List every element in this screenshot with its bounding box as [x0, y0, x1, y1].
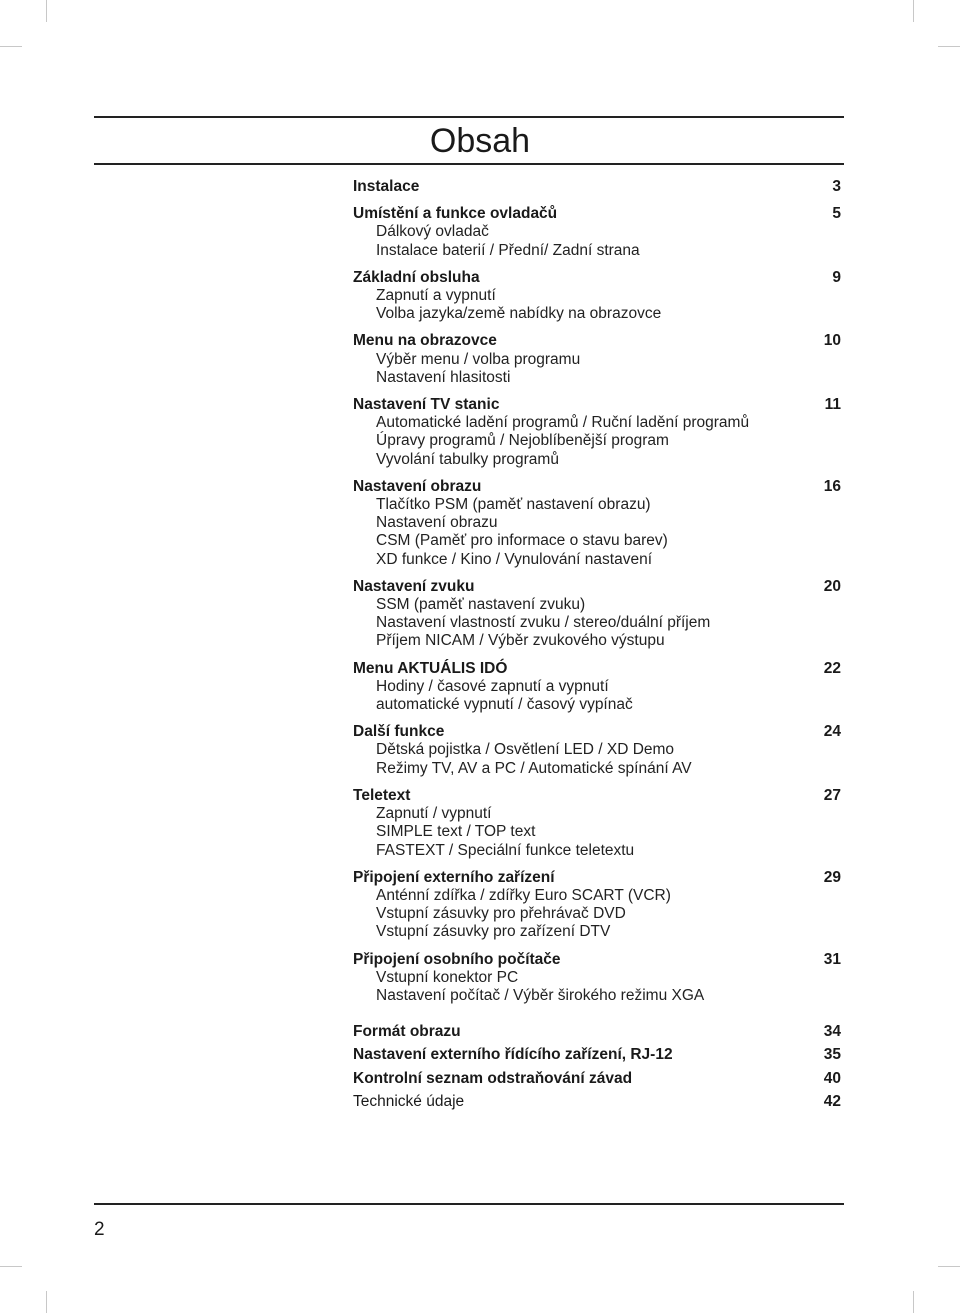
toc-entry-page: 5 — [832, 205, 841, 223]
top-divider — [94, 116, 844, 118]
footer-divider — [94, 1203, 844, 1205]
toc-entry-page: 27 — [823, 786, 841, 804]
toc-subentry: SSM (paměť nastavení zvuku) — [376, 596, 586, 614]
toc-entry-title: Připojení osobního počítače — [353, 950, 561, 968]
toc-entry-page: 16 — [823, 477, 841, 495]
toc-entry-title: Technické údaje — [353, 1092, 465, 1110]
toc-entry-title: Nastavení TV stanic — [353, 396, 500, 414]
toc-entry-title: Nastavení zvuku — [353, 577, 475, 595]
toc-entry[interactable] — [353, 1070, 841, 1088]
toc-entry-page: 10 — [823, 332, 841, 350]
toc-entry[interactable] — [353, 951, 841, 969]
toc-subentry: Vstupní zásuvky pro přehrávač DVD — [376, 905, 626, 923]
toc-entry[interactable] — [353, 723, 841, 741]
toc-entry-page: 29 — [823, 868, 841, 886]
toc-section — [353, 1046, 841, 1064]
toc-section — [353, 205, 841, 260]
toc-subentry: Anténní zdířka / zdířky Euro SCART (VCR) — [376, 886, 671, 904]
toc-section — [353, 1093, 841, 1111]
toc-section — [353, 332, 841, 387]
toc-entry-page: 42 — [823, 1092, 841, 1110]
toc-entry-page: 35 — [823, 1046, 841, 1064]
toc-subentry: Automatické ladění programů / Ruční ladění programů — [376, 414, 750, 432]
toc-section — [353, 1070, 841, 1088]
toc-subentry: FASTEXT / Speciální funkce teletextu — [376, 841, 635, 859]
toc-entry-page: 9 — [832, 268, 841, 286]
toc-entry[interactable] — [353, 396, 841, 414]
toc-entry[interactable] — [353, 1093, 841, 1111]
toc-entry[interactable] — [353, 205, 841, 223]
page-title: Obsah — [429, 122, 531, 160]
toc-subentry: automatické vypnutí / časový vypínač — [376, 696, 633, 714]
crop-mark — [46, 0, 47, 22]
toc-entry-title: Kontrolní seznam odstraňování závad — [353, 1069, 633, 1087]
toc-subentry: Příjem NICAM / Výběr zvukového výstupu — [376, 632, 665, 650]
toc-subentry: Hodiny / časové zapnutí a vypnutí — [376, 677, 609, 695]
toc-entry-title: Menu AKTUÁLIS IDÓ — [353, 659, 508, 677]
toc-entry[interactable] — [353, 578, 841, 596]
crop-mark — [0, 46, 22, 47]
toc-entry-page: 20 — [823, 577, 841, 595]
toc-subentry: Nastavení počítač / Výběr širokého režimu XGA — [376, 986, 705, 1004]
toc-entry[interactable] — [353, 1023, 841, 1041]
toc-entry-title: Instalace — [353, 178, 420, 195]
toc-entry-page: 22 — [823, 659, 841, 677]
toc-subentry: Výběr menu / volba programu — [376, 350, 581, 368]
toc-entry-title: Nastavení externího řídícího zařízení, RJ-12 — [353, 1046, 673, 1064]
toc-entry-page: 3 — [832, 178, 841, 195]
toc-subentry: Zapnutí a vypnutí — [376, 287, 496, 305]
title-divider — [94, 163, 844, 165]
toc-subentry: Režimy TV, AV a PC / Automatické spínání AV — [376, 759, 692, 777]
crop-mark — [913, 1291, 914, 1313]
toc-subentry: SIMPLE text / TOP text — [376, 823, 536, 841]
table-of-contents — [353, 178, 841, 1111]
toc-subentry: Zapnutí / vypnutí — [376, 805, 492, 823]
toc-subentry: Tlačítko PSM (paměť nastavení obrazu) — [376, 496, 651, 514]
toc-section — [353, 660, 841, 715]
toc-entry-title: Teletext — [353, 786, 411, 804]
toc-subentry: Nastavení hlasitosti — [376, 368, 511, 386]
toc-entry-title: Další funkce — [353, 723, 445, 741]
toc-entry-page: 24 — [823, 723, 841, 741]
toc-entry-page: 31 — [823, 950, 841, 968]
toc-entry-title: Umístění a funkce ovladačů — [353, 205, 558, 223]
toc-section — [353, 269, 841, 324]
toc-entry[interactable] — [353, 178, 841, 196]
toc-subentry: Úpravy programů / Nejoblíbenější program — [376, 432, 669, 450]
toc-entry-title: Nastavení obrazu — [353, 477, 482, 495]
toc-entry[interactable] — [353, 478, 841, 496]
toc-section — [353, 951, 841, 1006]
crop-mark — [938, 1266, 960, 1267]
toc-subentry: Instalace baterií / Přední/ Zadní strana — [376, 241, 640, 259]
crop-mark — [913, 0, 914, 22]
toc-entry-page: 34 — [823, 1023, 841, 1041]
toc-subentry: XD funkce / Kino / Vynulování nastavení — [376, 550, 653, 568]
toc-entry-title: Připojení externího zařízení — [353, 868, 555, 886]
toc-entry[interactable] — [353, 269, 841, 287]
toc-section — [353, 396, 841, 469]
toc-subentry: Nastavení vlastností zvuku / stereo/duální příjem — [376, 614, 711, 632]
toc-subentry: CSM (Paměť pro informace o stavu barev) — [376, 532, 668, 550]
toc-entry-title: Formát obrazu — [353, 1023, 461, 1041]
crop-mark — [938, 46, 960, 47]
toc-section — [353, 578, 841, 651]
toc-entry[interactable] — [353, 660, 841, 678]
toc-section — [353, 787, 841, 860]
toc-entry[interactable] — [353, 869, 841, 887]
toc-entry-page: 40 — [823, 1069, 841, 1087]
toc-entry-page: 11 — [824, 396, 841, 414]
toc-section — [353, 723, 841, 778]
page-number: 2 — [94, 1219, 105, 1240]
toc-subentry: Nastavení obrazu — [376, 514, 498, 532]
toc-subentry: Vstupní konektor PC — [376, 968, 519, 986]
toc-section — [353, 869, 841, 942]
toc-section — [353, 178, 841, 196]
toc-entry[interactable] — [353, 787, 841, 805]
toc-subentry: Dálkový ovladač — [376, 223, 489, 241]
toc-subentry: Vstupní zásuvky pro zařízení DTV — [376, 923, 611, 941]
toc-subentry: Vyvolání tabulky programů — [376, 450, 559, 468]
toc-entry[interactable] — [353, 1046, 841, 1064]
crop-mark — [46, 1291, 47, 1313]
toc-entry-title: Menu na obrazovce — [353, 332, 497, 350]
toc-entry-title: Základní obsluha — [353, 268, 480, 286]
toc-section — [353, 1023, 841, 1041]
toc-subentry: Dětská pojistka / Osvětlení LED / XD Demo — [376, 741, 675, 759]
toc-entry[interactable] — [353, 332, 841, 350]
toc-subentry: Volba jazyka/země nabídky na obrazovce — [376, 305, 662, 323]
toc-section — [353, 478, 841, 569]
crop-mark — [0, 1266, 22, 1267]
